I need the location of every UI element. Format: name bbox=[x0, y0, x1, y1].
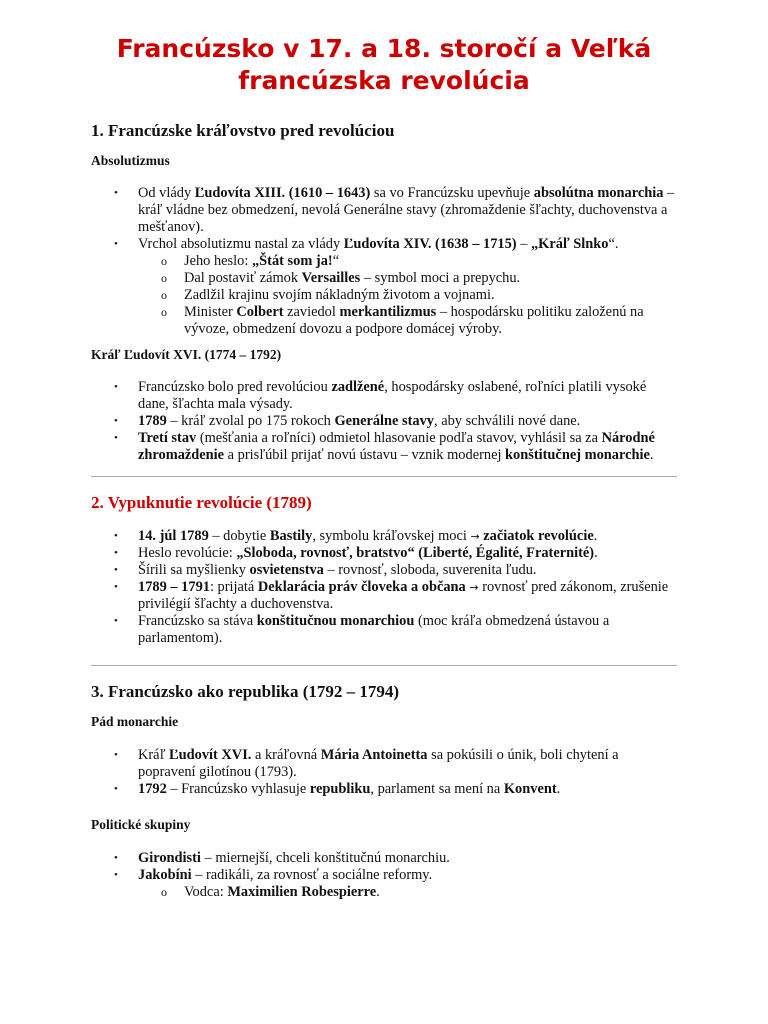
list-item bbox=[91, 413, 677, 430]
text-run: Tretí stav bbox=[138, 430, 197, 446]
text-run: Kráľ bbox=[138, 747, 170, 763]
sub-list bbox=[91, 884, 677, 901]
list-item bbox=[91, 867, 677, 901]
sub-list-item bbox=[138, 253, 677, 270]
text-run: Maximilien Robespierre bbox=[227, 884, 377, 900]
text-run: . bbox=[593, 528, 598, 544]
text-run: začiatok revolúcie bbox=[479, 528, 594, 544]
text-run: Mária Antoinetta bbox=[320, 747, 428, 763]
subheading-absolutizmus: Absolutizmus bbox=[91, 153, 170, 168]
sub-list-item bbox=[138, 287, 677, 304]
text-run: republiku bbox=[309, 781, 371, 797]
text-run: Heslo revolúcie: bbox=[138, 545, 237, 561]
list-item bbox=[91, 613, 677, 647]
text-run: Od vlády bbox=[138, 185, 195, 201]
text-run: Dal postaviť zámok bbox=[184, 270, 302, 286]
sub-bullet-icon: o bbox=[161, 288, 167, 302]
text-run: – miernejší, chceli konštitučnú monarchiu. bbox=[200, 850, 450, 866]
text-run: . bbox=[649, 447, 654, 463]
text-run: Girondisti bbox=[138, 850, 201, 866]
bullet-icon: • bbox=[114, 415, 118, 427]
list-absolutizmus bbox=[91, 185, 677, 338]
text-run: Francúzsko bolo pred revolúciou bbox=[138, 379, 332, 395]
text-run: – kráľ vládne bez obmedzení, nevolá Generálne stavy (zhromaždenie šľachty, duchovenstva a mešťanov). bbox=[138, 185, 675, 235]
list-item bbox=[91, 185, 677, 236]
text-run: Versailles bbox=[301, 270, 361, 286]
text-run: – symbol moci a prepychu. bbox=[360, 270, 521, 286]
bullet-icon: • bbox=[114, 869, 118, 881]
text-run: konštitučnej monarchie bbox=[505, 447, 650, 463]
arrow-icon: → bbox=[470, 530, 480, 543]
sub-bullet-icon: o bbox=[161, 254, 167, 268]
text-run: Bastily bbox=[269, 528, 313, 544]
text-run: . bbox=[594, 545, 598, 561]
bullet-icon: • bbox=[114, 749, 118, 761]
text-run: , aby schválili nové dane. bbox=[434, 413, 581, 429]
text-run: – radikáli, za rovnosť a sociálne reformy. bbox=[191, 867, 433, 883]
text-run: a prisľúbil prijať novú ústavu – vznik modernej bbox=[224, 447, 506, 463]
sub-bullet-icon: o bbox=[161, 271, 167, 285]
text-run: – bbox=[516, 236, 531, 252]
list-item bbox=[91, 562, 677, 579]
sub-list-item bbox=[138, 270, 677, 287]
text-run: sa vo Francúzsku upevňuje bbox=[370, 185, 534, 201]
text-run: , symbolu kráľovskej moci bbox=[312, 528, 471, 544]
section-3-heading: 3. Francúzsko ako republika (1792 – 1794) bbox=[91, 682, 400, 701]
text-run: absolútna monarchia bbox=[533, 185, 664, 201]
document-title: Francúzsko v 17. a 18. storočí a Veľká francúzska revolúcia bbox=[116, 34, 652, 95]
text-run: Národné zhromaždenie bbox=[138, 430, 655, 463]
text-run: „Sloboda, rovnosť, bratstvo“ (Liberté, Égalité, Fraternité) bbox=[236, 545, 595, 561]
text-run: 1789 bbox=[138, 413, 167, 429]
list-ludovit-xvi bbox=[91, 379, 677, 464]
bullet-icon: • bbox=[114, 238, 118, 250]
text-run: 1789 – 1791 bbox=[138, 579, 210, 595]
text-run: – hospodársku politiku založenú na vývoze, obmedzení dovozu a podpore domácej výroby. bbox=[184, 304, 644, 337]
bullet-icon: • bbox=[114, 187, 118, 199]
text-run: „Kráľ Slnko bbox=[530, 236, 609, 252]
text-run: sa pokúsili o únik, boli chytení a popravení gilotínou (1793). bbox=[138, 747, 619, 780]
text-run: : prijatá bbox=[209, 579, 258, 595]
text-run: – rovnosť, sloboda, suverenita ľudu. bbox=[323, 562, 537, 578]
text-run: rovnosť pred zákonom, zrušenie privilégií šľachty a duchovenstva. bbox=[138, 579, 669, 612]
list-pad-monarchie bbox=[91, 747, 677, 798]
text-run: 1792 bbox=[138, 781, 167, 797]
subheading-pad-monarchie: Pád monarchie bbox=[91, 714, 179, 729]
text-run: Colbert bbox=[236, 304, 284, 320]
text-run: a kráľovná bbox=[251, 747, 321, 763]
list-item bbox=[91, 379, 677, 413]
text-run: (moc kráľa obmedzená ústavou a parlamentom). bbox=[138, 613, 610, 646]
text-run: “. bbox=[608, 236, 619, 252]
text-run: Vrchol absolutizmu nastal za vlády bbox=[138, 236, 344, 252]
text-run: Deklarácia práv človeka a občana bbox=[257, 579, 466, 595]
list-vypuknutie bbox=[91, 528, 677, 647]
text-run: merkantilizmus bbox=[339, 304, 437, 320]
text-run: (mešťania a roľníci) odmietol hlasovanie podľa stavov, vyhlásil sa za bbox=[196, 430, 602, 446]
list-item bbox=[91, 430, 677, 464]
text-run: Jakobíni bbox=[138, 867, 192, 883]
text-run: Zadlžil krajinu svojím nákladným životom a vojnami. bbox=[184, 287, 495, 303]
subheading-politicke-skupiny: Politické skupiny bbox=[91, 817, 191, 832]
sub-list bbox=[91, 253, 677, 338]
text-run: Ľudovíta XIV. (1638 – 1715) bbox=[343, 236, 517, 252]
sub-list-item bbox=[138, 304, 677, 338]
text-run: Šírili sa myšlienky bbox=[138, 562, 250, 578]
text-run: 14. júl 1789 bbox=[138, 528, 209, 544]
text-run: – kráľ zvolal po 175 rokoch bbox=[166, 413, 335, 429]
text-run: – Francúzsko vyhlasuje bbox=[166, 781, 310, 797]
bullet-icon: • bbox=[114, 530, 118, 542]
section-2-heading: 2. Vypuknutie revolúcie (1789) bbox=[91, 493, 312, 512]
text-run: osvietenstva bbox=[249, 562, 324, 578]
bullet-icon: • bbox=[114, 581, 118, 593]
text-run: Minister bbox=[184, 304, 237, 320]
text-run: Konvent bbox=[503, 781, 557, 797]
sub-bullet-icon: o bbox=[161, 305, 167, 319]
bullet-icon: • bbox=[114, 783, 118, 795]
bullet-icon: • bbox=[114, 381, 118, 393]
text-run: – dobytie bbox=[208, 528, 270, 544]
text-run: konštitučnou monarchiou bbox=[256, 613, 415, 629]
text-run: “ bbox=[332, 253, 340, 269]
bullet-icon: • bbox=[114, 615, 118, 627]
list-item bbox=[91, 850, 677, 867]
list-item bbox=[91, 528, 677, 545]
section-1-heading: 1. Francúzske kráľovstvo pred revolúciou bbox=[91, 121, 395, 140]
arrow-icon: → bbox=[469, 581, 479, 594]
bullet-icon: • bbox=[114, 547, 118, 559]
text-run: Ľudovít XVI. bbox=[169, 747, 252, 763]
list-item bbox=[91, 747, 677, 781]
text-run: zadlžené bbox=[331, 379, 385, 395]
text-run: Generálne stavy bbox=[334, 413, 435, 429]
text-run: Jeho heslo: bbox=[184, 253, 252, 269]
text-run: . bbox=[376, 884, 380, 900]
text-run: . bbox=[556, 781, 561, 797]
bullet-icon: • bbox=[114, 432, 118, 444]
list-item bbox=[91, 236, 677, 338]
list-item bbox=[91, 545, 677, 562]
bullet-icon: • bbox=[114, 852, 118, 864]
list-item bbox=[91, 781, 677, 798]
sub-list-item bbox=[138, 884, 677, 901]
list-politicke-skupiny bbox=[91, 850, 677, 901]
text-run: Vodca: bbox=[184, 884, 228, 900]
list-item bbox=[91, 579, 677, 613]
text-run: Francúzsko sa stáva bbox=[138, 613, 257, 629]
bullet-icon: • bbox=[114, 564, 118, 576]
text-run: zaviedol bbox=[283, 304, 340, 320]
subheading-ludovit-xvi: Kráľ Ľudovít XVI. (1774 – 1792) bbox=[91, 347, 282, 362]
text-run: , hospodársky oslabené, roľníci platili vysoké dane, šľachta mala výsady. bbox=[138, 379, 647, 412]
text-run: , parlament sa mení na bbox=[370, 781, 504, 797]
sub-bullet-icon: o bbox=[161, 885, 167, 899]
text-run: „Štát som ja! bbox=[251, 253, 333, 269]
text-run: Ľudovíta XIII. (1610 – 1643) bbox=[194, 185, 371, 201]
